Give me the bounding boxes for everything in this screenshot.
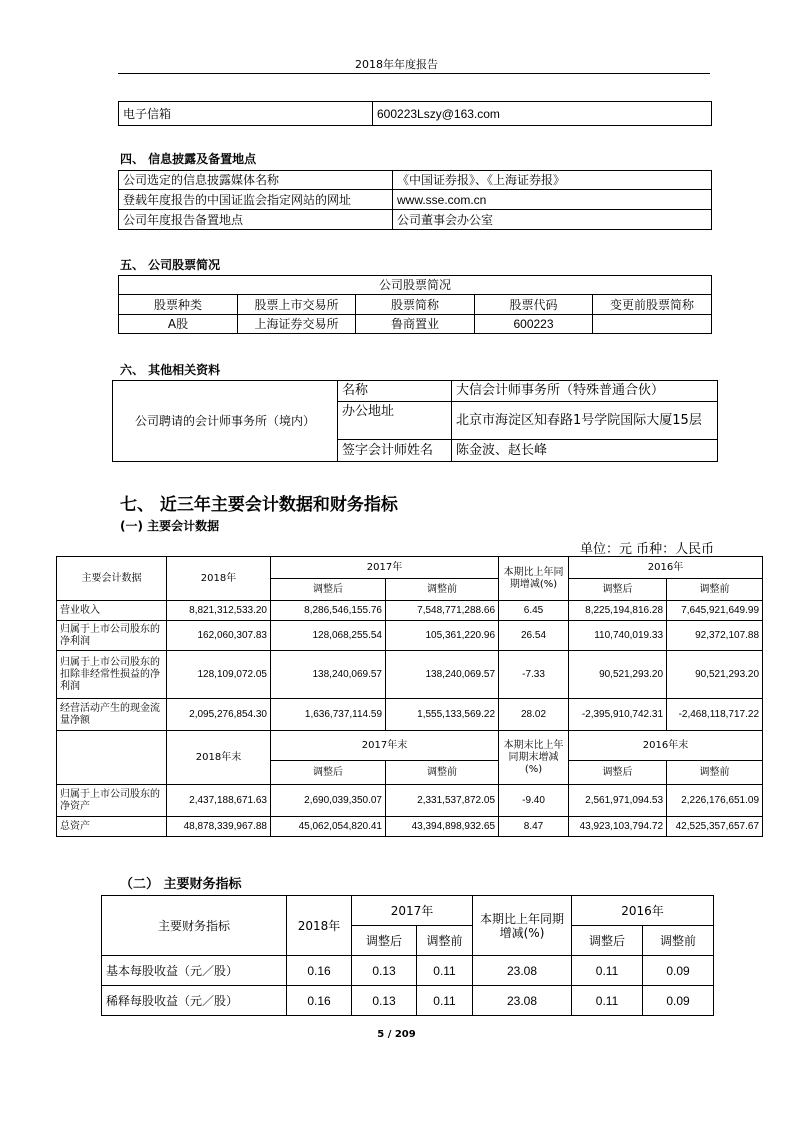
auditor-signer-value: 陈金波、赵长峰 [452, 440, 718, 462]
cell-2017-before: 0.11 [417, 956, 473, 986]
auditor-signer-label: 签字会计师姓名 [338, 440, 452, 462]
section-7-title: 七、 近三年主要会计数据和财务指标 [120, 495, 398, 515]
cell-2017-after: 1,636,737,114.59 [271, 699, 386, 731]
accounting-data-table [56, 556, 763, 837]
stock-header-type: 股票种类 [119, 295, 238, 315]
stock-header-prev-name: 变更前股票简称 [593, 295, 712, 315]
cell-2016-after: 90,521,293.20 [569, 651, 667, 699]
table-row [57, 699, 763, 731]
cell-2016-after: 2,561,971,094.53 [569, 785, 667, 817]
cell-2017-after: 128,068,255.54 [271, 621, 386, 651]
page-number: 5 / 209 [377, 1029, 416, 1040]
row-label: 稀释每股收益（元／股） [102, 986, 287, 1016]
auditor-name-label: 名称 [338, 381, 452, 402]
acc-header-2017-after: 调整后 [271, 579, 386, 601]
acc-header-2017: 2017年 [271, 557, 499, 579]
cell-2017-before: 138,240,069.57 [386, 651, 499, 699]
auditor-table [112, 380, 718, 462]
cell-change: -9.40 [499, 785, 569, 817]
fin-header-2016-after: 调整后 [572, 926, 643, 956]
row-label: 总资产 [57, 817, 167, 837]
acc-header2-2018: 2018年末 [167, 731, 271, 785]
acc-header-2016-before: 调整前 [667, 579, 763, 601]
cell-2017-after: 2,690,039,350.07 [271, 785, 386, 817]
cell-2016-after: 110,740,019.33 [569, 621, 667, 651]
stock-name: 鲁商置业 [356, 315, 475, 334]
table-row [57, 621, 763, 651]
cell-2017-before: 2,331,537,872.05 [386, 785, 499, 817]
table-row [57, 785, 763, 817]
cell-2017-after: 138,240,069.57 [271, 651, 386, 699]
auditor-address-value: 北京市海淀区知春路1号学院国际大厦15层 [452, 402, 718, 440]
acc-header2-2017: 2017年末 [271, 731, 499, 761]
cell-2017-before: 105,361,220.96 [386, 621, 499, 651]
financial-indicators-table [101, 895, 714, 1016]
cell-2016-before: 2,226,176,651.09 [667, 785, 763, 817]
fin-header-2018: 2018年 [287, 896, 352, 956]
cell-2018: 2,095,276,854.30 [167, 699, 271, 731]
cell-2017-after: 0.13 [352, 986, 417, 1016]
auditor-name-value: 大信会计师事务所（特殊普通合伙） [452, 381, 718, 402]
cell-2016-before: 0.09 [643, 956, 714, 986]
cell-2017-after: 0.13 [352, 956, 417, 986]
stock-header-exchange: 股票上市交易所 [238, 295, 356, 315]
table-row [57, 651, 763, 699]
row-label: 归属于上市公司股东的净资产 [57, 785, 167, 817]
section-8-title: （二） 主要财务指标 [120, 877, 242, 892]
cell-2016-after: -2,395,910,742.31 [569, 699, 667, 731]
cell-2018: 162,060,307.83 [167, 621, 271, 651]
acc-header-change: 本期比上年同期增减(%) [499, 557, 569, 601]
row-label: 基本每股收益（元／股） [102, 956, 287, 986]
cell-2017-before: 1,555,133,569.22 [386, 699, 499, 731]
cell-2016-before: 0.09 [643, 986, 714, 1016]
disclosure-media-value: 《中国证券报》、《上海证券报》 [393, 171, 712, 190]
section-7-sub1: (一) 主要会计数据 [120, 519, 220, 533]
stock-header-name: 股票简称 [356, 295, 475, 315]
row-label: 营业收入 [57, 601, 167, 621]
fin-header-2016: 2016年 [572, 896, 714, 926]
disclosure-location-value: 公司董事会办公室 [393, 210, 712, 230]
cell-change: 23.08 [473, 986, 572, 1016]
report-header-title: 2018年年度报告 [355, 58, 438, 71]
cell-change: 28.02 [499, 699, 569, 731]
email-value: 600223Lszy@163.com [373, 102, 712, 126]
cell-2018: 0.16 [287, 956, 352, 986]
fin-header-2016-before: 调整前 [643, 926, 714, 956]
auditor-address-label: 办公地址 [338, 402, 452, 440]
section-4-title: 四、 信息披露及备置地点 [120, 152, 257, 166]
cell-2017-after: 8,286,546,155.76 [271, 601, 386, 621]
table-row [102, 986, 714, 1016]
disclosure-website-label: 登载年度报告的中国证监会指定网站的网址 [119, 190, 393, 210]
cell-2016-before: 90,521,293.20 [667, 651, 763, 699]
cell-2018: 2,437,188,671.63 [167, 785, 271, 817]
cell-2016-before: 7,645,921,649.99 [667, 601, 763, 621]
acc-header-item: 主要会计数据 [57, 557, 167, 601]
cell-change: 8.47 [499, 817, 569, 837]
stock-header-code: 股票代码 [475, 295, 593, 315]
acc-header-2018: 2018年 [167, 557, 271, 601]
cell-change: 23.08 [473, 956, 572, 986]
table-row [57, 817, 763, 837]
cell-2016-before: 92,372,107.88 [667, 621, 763, 651]
acc-header2-2016: 2016年末 [569, 731, 763, 761]
fin-header-2017: 2017年 [352, 896, 473, 926]
acc-header-2016-after: 调整后 [569, 579, 667, 601]
cell-2016-after: 0.11 [572, 986, 643, 1016]
acc-header2-2017-before: 调整前 [386, 761, 499, 785]
unit-note: 单位：元 币种：人民币 [580, 542, 715, 557]
cell-change: -7.33 [499, 651, 569, 699]
header-divider [118, 73, 710, 74]
cell-2018: 8,821,312,533.20 [167, 601, 271, 621]
cell-2016-before: 42,525,357,657.67 [667, 817, 763, 837]
cell-2018: 48,878,339,967.88 [167, 817, 271, 837]
section-6-title: 六、 其他相关资料 [120, 363, 221, 377]
acc-header2-change: 本期末比上年同期末增减(%) [499, 731, 569, 785]
disclosure-media-label: 公司选定的信息披露媒体名称 [119, 171, 393, 190]
stock-caption: 公司股票简况 [119, 276, 712, 295]
cell-2018: 128,109,072.05 [167, 651, 271, 699]
fin-header-2017-after: 调整后 [352, 926, 417, 956]
email-table [118, 101, 712, 126]
cell-2016-before: -2,468,118,717.22 [667, 699, 763, 731]
fin-header-change: 本期比上年同期增减(%) [473, 896, 572, 956]
cell-2016-after: 0.11 [572, 956, 643, 986]
cell-2017-before: 0.11 [417, 986, 473, 1016]
row-label: 归属于上市公司股东的净利润 [57, 621, 167, 651]
stock-type: A股 [119, 315, 238, 334]
cell-2017-before: 43,394,898,932.65 [386, 817, 499, 837]
acc-header2-blank [57, 731, 167, 785]
auditor-main-label: 公司聘请的会计师事务所（境内） [113, 381, 338, 462]
acc-header-2016: 2016年 [569, 557, 763, 579]
disclosure-website-value: www.sse.com.cn [393, 190, 712, 210]
cell-change: 26.54 [499, 621, 569, 651]
cell-change: 6.45 [499, 601, 569, 621]
acc-header2-2016-after: 调整后 [569, 761, 667, 785]
acc-header-2017-before: 调整前 [386, 579, 499, 601]
row-label: 经营活动产生的现金流量净额 [57, 699, 167, 731]
section-5-title: 五、 公司股票简况 [120, 258, 221, 272]
disclosure-table [118, 170, 712, 230]
cell-2017-after: 45,062,054,820.41 [271, 817, 386, 837]
stock-table [118, 275, 712, 334]
acc-header2-2017-after: 调整后 [271, 761, 386, 785]
stock-prev-name [593, 315, 712, 334]
table-row [102, 956, 714, 986]
table-row [57, 601, 763, 621]
fin-header-item: 主要财务指标 [102, 896, 287, 956]
cell-2017-before: 7,548,771,288.66 [386, 601, 499, 621]
cell-2016-after: 43,923,103,794.72 [569, 817, 667, 837]
disclosure-location-label: 公司年度报告备置地点 [119, 210, 393, 230]
email-label: 电子信箱 [119, 102, 373, 126]
acc-header2-2016-before: 调整前 [667, 761, 763, 785]
cell-2018: 0.16 [287, 986, 352, 1016]
fin-header-2017-before: 调整前 [417, 926, 473, 956]
stock-code: 600223 [475, 315, 593, 334]
cell-2016-after: 8,225,194,816.28 [569, 601, 667, 621]
stock-exchange: 上海证券交易所 [238, 315, 356, 334]
row-label: 归属于上市公司股东的扣除非经常性损益的净利润 [57, 651, 167, 699]
